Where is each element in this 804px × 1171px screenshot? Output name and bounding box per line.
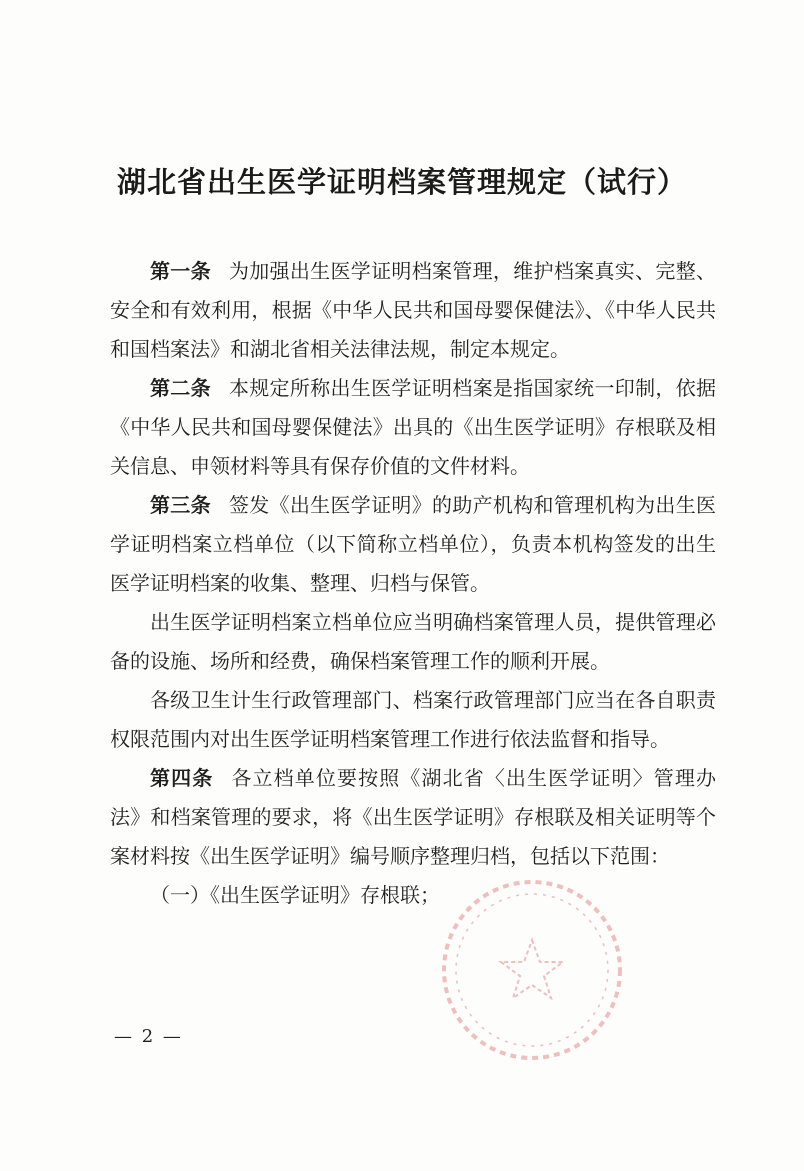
- paragraph-text: 为加强出生医学证明档案管理，维护档案真实、完整、安全和有效利用，根据《中华人民共和国母婴保健法》、《中华人民共和国档案法》和湖北省相关法律法规，制定本规定。: [110, 259, 717, 361]
- paragraph-article-3-clause-3: [110, 681, 716, 759]
- paragraph-article-3: [110, 486, 716, 603]
- paragraph-article-2: [110, 369, 716, 486]
- official-seal-icon: [432, 870, 632, 1070]
- paragraph-text: 签发《出生医学证明》的助产机构和管理机构为出生医学证明档案立档单位（以下简称立档单位），负责本机构签发的出生医学证明档案的收集、整理、归档与保管。: [110, 493, 717, 595]
- paragraph-text: 出生医学证明档案立档单位应当明确档案管理人员，提供管理必备的设施、场所和经费，确保档案管理工作的顺利开展。: [110, 610, 716, 673]
- paragraph-article-4: [110, 759, 716, 876]
- paragraph-article-3-clause-2: [110, 603, 716, 681]
- paragraph-article-1: [110, 252, 716, 369]
- article-label: 第四条: [150, 766, 214, 790]
- paragraph-text: 各立档单位要按照《湖北省〈出生医学证明〉管理办法》和档案管理的要求，将《出生医学证明》存根联及相关证明等个案材料按《出生医学证明》编号顺序整理归档，包括以下范围：: [110, 766, 717, 868]
- page-number: — 2 —: [114, 1026, 183, 1047]
- paragraph-text: 本规定所称出生医学证明档案是指国家统一印制，依据《中华人民共和国母婴保健法》出具的《出生医学证明》存根联及相关信息、申领材料等具有保存价值的文件材料。: [110, 376, 717, 478]
- paragraph-text: 各级卫生计生行政管理部门、档案行政管理部门应当在各自职责权限范围内对出生医学证明档案管理工作进行依法监督和指导。: [110, 688, 716, 751]
- document-body: [110, 252, 716, 915]
- page-title: 湖北省出生医学证明档案管理规定（试行）: [116, 165, 687, 199]
- article-label: 第二条: [150, 376, 211, 400]
- article-label: 第一条: [150, 259, 211, 283]
- paragraph-text: （一）《出生医学证明》存根联；: [150, 883, 440, 907]
- article-label: 第三条: [150, 493, 211, 517]
